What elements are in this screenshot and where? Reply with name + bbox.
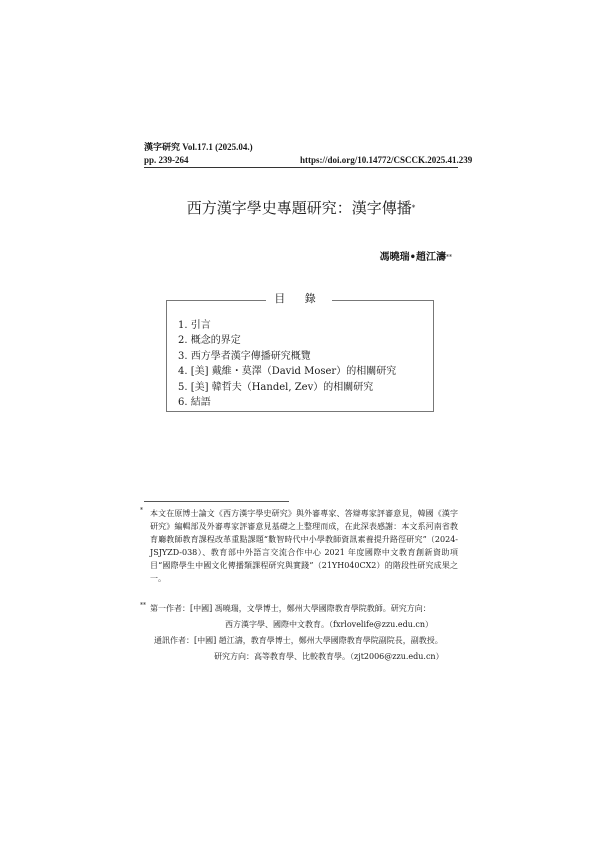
toc-item[interactable]: 1. 引言 xyxy=(178,320,211,331)
footnote-2-corresponding-author: 通訊作者：[中國] 趙江濤，教育學博士，鄭州大學國際教育學院副院長，副教授。 xyxy=(154,636,443,645)
toc-item[interactable]: 5. [美] 韓哲夫（Handel, Zev）的相關研究 xyxy=(178,381,374,393)
toc-item[interactable]: 4. [美] 戴維・莫澤（David Moser）的相關研究 xyxy=(178,366,397,378)
author-names: 馮曉瑞•趙江濤 xyxy=(379,252,446,263)
footnote-2-mark: ** xyxy=(140,602,146,609)
footnote-rule xyxy=(144,501,289,502)
footnote-1-mark: * xyxy=(140,507,143,514)
toc-title: 目 錄 xyxy=(266,292,332,306)
page-range: pp. 239-264 xyxy=(144,155,189,165)
paper-title xyxy=(144,198,458,218)
toc-list xyxy=(178,318,396,410)
footnote-2-corresponding-author-cont: 研究方向：高等教育學、比較教育學。（zjt2006@zzu.edu.cn） xyxy=(214,652,444,661)
toc-item[interactable]: 2. 概念的界定 xyxy=(178,335,241,347)
footnote-1: 本文在原博士論文《西方漢字學史研究》與外審專家、答辯專家評審意見，韓國《漢字研究》編輯部及外審專家評審意見基礎之上整理而成，在此深表感謝：本文系河南省教育廳教師教育課程改革重點課題“數智時代中小學教師資訊素養提升路徑研究”（2024-JSJYZD-038）、教育部中外語言交流合作中心 2021 年度國際中文教育創新資助項目“國際學生中國文化傳播類課程研究與實踐”（21YH040CX2）的階段性研究成果之一。 xyxy=(150,509,458,583)
journal-info: 漢字研究 Vol.17.1 (2025.04.) xyxy=(144,142,253,152)
title-footnote-mark[interactable]: * xyxy=(411,204,416,212)
toc-item[interactable]: 3. 西方學者漢字傳播研究概覽 xyxy=(178,350,311,362)
toc-item[interactable]: 6. 結語 xyxy=(178,397,211,409)
footnote-2-first-author: 第一作者：[中國] 馮曉瑞，文學博士，鄭州大學國際教育學院教師。研究方向： xyxy=(150,604,431,613)
paper-title-text: 西方漢字學史專題研究：漢字傳播 xyxy=(186,199,412,217)
authors xyxy=(300,251,452,264)
header-rule xyxy=(144,167,458,168)
author-footnote-mark[interactable]: ** xyxy=(446,254,452,261)
doi-link[interactable]: https://doi.org/10.14772/CSCCK.2025.41.239 xyxy=(300,155,473,165)
footnote-2-first-author-cont: 西方漢字學、國際中文教育。（fxrlovelife@zzu.edu.cn） xyxy=(225,620,434,629)
